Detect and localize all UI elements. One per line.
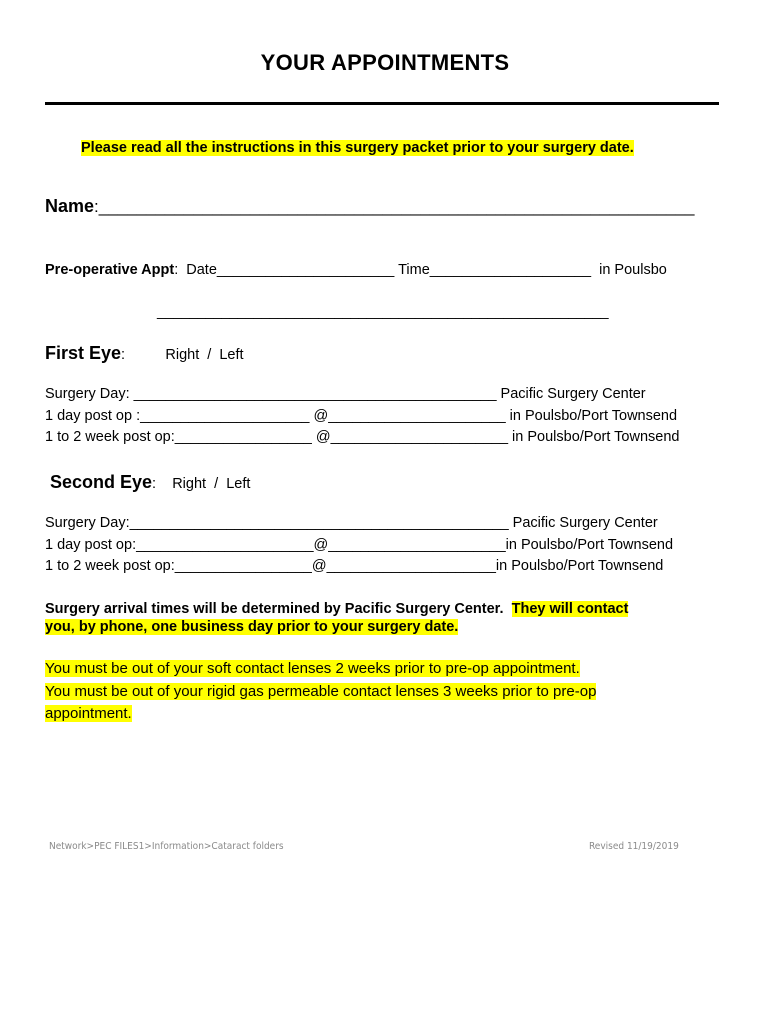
instructions-notice (81, 140, 634, 156)
first-eye-1-day-post-op[interactable]: 1 day post op :_____________________ @______________________ in Poulsbo/Port Townsend (45, 408, 678, 424)
arrival-highlight-2: you, by phone, one business day prior to your surgery date. (45, 619, 459, 635)
arrival-plain-text: Surgery arrival times will be determined by Pacific Surgery Center. (45, 601, 512, 617)
second-eye-options[interactable]: Right / Left (172, 476, 251, 492)
title-divider (45, 102, 719, 105)
name-label: Name (45, 196, 95, 216)
second-eye-heading (50, 472, 250, 493)
contacts-line-3: appointment. (45, 705, 132, 722)
first-eye-colon: : (121, 347, 126, 363)
second-eye-surgery-day[interactable]: Surgery Day:_______________________________________________ Pacific Surgery Center (45, 515, 658, 531)
page-title: YOUR APPOINTMENTS (260, 50, 510, 75)
preop-extra-blank-line[interactable]: ________________________________________________________ (157, 304, 609, 320)
preop-appointment-row[interactable] (45, 262, 667, 278)
notice-text: Please read all the instructions in this surgery packet prior to your surgery date. (81, 140, 634, 156)
footer-revised-date: Revised 11/19/2019 (589, 841, 679, 852)
first-eye-1-to-2-week-post-op[interactable]: 1 to 2 week post op:_________________ @______________________ in Poulsbo/Port Townsend (45, 429, 680, 445)
contact-lens-notice (45, 658, 596, 726)
name-blank-line: :_______________________________________________________________ (94, 197, 695, 216)
first-eye-label: First Eye (45, 343, 122, 363)
preop-label: Pre-operative Appt (45, 262, 175, 278)
preop-date-time-line: : Date______________________ Time____________________ in Poulsbo (174, 262, 667, 278)
first-eye-surgery-day[interactable]: Surgery Day: _____________________________________________ Pacific Surgery Center (45, 386, 646, 402)
second-eye-colon: : (152, 476, 157, 492)
second-eye-1-to-2-week-post-op[interactable]: 1 to 2 week post op:_________________@_____________________in Poulsbo/Port Townsend (45, 558, 664, 574)
second-eye-label: Second Eye (50, 472, 153, 492)
arrival-times-notice (45, 600, 628, 636)
name-field[interactable] (45, 196, 694, 217)
contacts-line-1: You must be out of your soft contact lenses 2 weeks prior to pre-op appointment. (45, 660, 580, 677)
footer-file-path: Network>PEC FILES1>Information>Cataract folders (49, 841, 284, 852)
contacts-line-2: You must be out of your rigid gas permeable contact lenses 3 weeks prior to pre-op (45, 682, 597, 700)
first-eye-heading (45, 343, 244, 364)
arrival-highlight-1: They will contact (511, 601, 629, 617)
second-eye-1-day-post-op[interactable]: 1 day post op:______________________@______________________in Poulsbo/Port Townsend (45, 537, 674, 553)
first-eye-options[interactable]: Right / Left (165, 347, 244, 363)
